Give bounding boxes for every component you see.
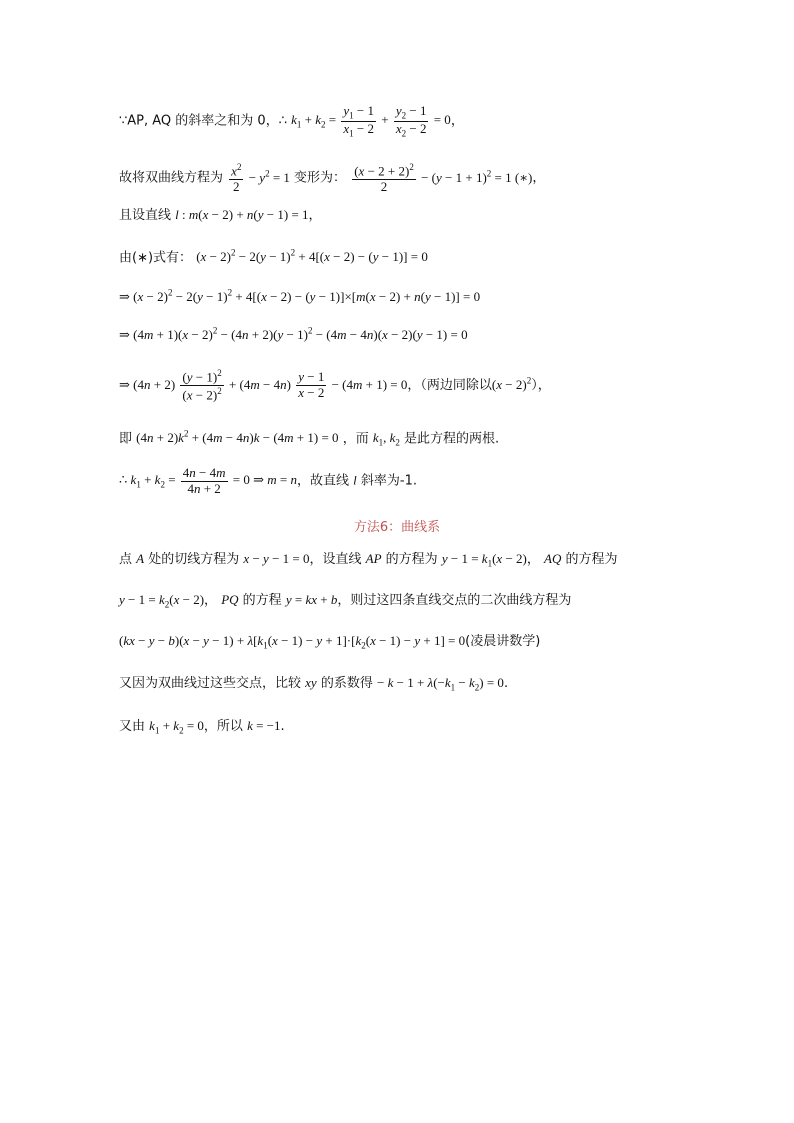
line-11: $y - 1 = k_2(x - 2)$， PQ 的方程 y = kx + b，则过这四条直线交点的二次曲线方程为 — [119, 592, 572, 610]
line-12: $(kx - y - b)(x - y - 1) + \lambda[k_1(x - 1) - y + 1]\cdot[k_2(x - 1) - y + 1] = 0$(凌晨讲数学) — [119, 633, 541, 651]
line-6: ⇒ $(4m + 1)(x - 2)^2 - (4n + 2)(y - 1)^2 - (4m - 4n)(x - 2)(y - 1) = 0$ — [119, 326, 468, 343]
line-10: 点 A 处的切线方程为 x − y − 1 = 0，设直线 AP 的方程为 $y - 1 = k_1(x - 2)$， AQ 的方程为 — [119, 551, 618, 569]
line-4: 由(∗)式有： $(x - 2)^2 - 2(y - 1)^2 + 4[(x - 2) - (y - 1)] = 0$ — [119, 248, 428, 266]
line-9: ∴ $k_1 + k_2$ = $\frac{4n - 4m}{4n + 2}$ = 0 ⇒ m = n，故直线 l 斜率为-1. — [119, 465, 418, 496]
line-5: ⇒ $(x - 2)^2 - 2(y - 1)^2 + 4[(x - 2) - (y - 1)]\times[m(x - 2) + n(y - 1)] = 0$ — [119, 288, 481, 305]
line-3: 且设直线 l : m(x − 2) + n(y − 1) = 1， — [119, 207, 322, 223]
line-7: ⇒ (4n + 2) $\frac{(y - 1)^2}{(x - 2)^2}$ + (4m − 4n) $\frac{y - 1}{x - 2}$ − (4m + 1) = 0，（两边同除以$(x - 2)^2$）， — [119, 368, 551, 403]
line-1: ∵AP, AQ 的斜率之和为 0，∴ $k_1 + k_2$ = $\frac{y_1 - 1}{x_1 - 2}$ + $\frac{y_2 - 1}{x_2 - 2}$ = 0， — [119, 103, 464, 139]
line-8: 即 $(4n + 2)k^2 + (4m - 4n)k - (4m + 1) = 0$ ，而 $k_1$, $k_2$ 是此方程的两根. — [119, 429, 500, 448]
line-14: 又由 $k_1 + k_2 = 0$，所以 k = −1. — [119, 718, 285, 736]
section-heading: 方法6：曲线系 — [353, 520, 441, 535]
line-2: 故将双曲线方程为 $\frac{x^2}{2}$ − $y^2 = 1$ 变形为： $\frac{(x - 2 + 2)^2}{2}$ − $(y - 1 + 1)^2 = 1$ (∗)， — [119, 162, 546, 195]
line-13: 又因为双曲线过这些交点，比较 xy 的系数得 − $k - 1 + \lambda(-k_1 - k_2) = 0$. — [119, 675, 509, 693]
